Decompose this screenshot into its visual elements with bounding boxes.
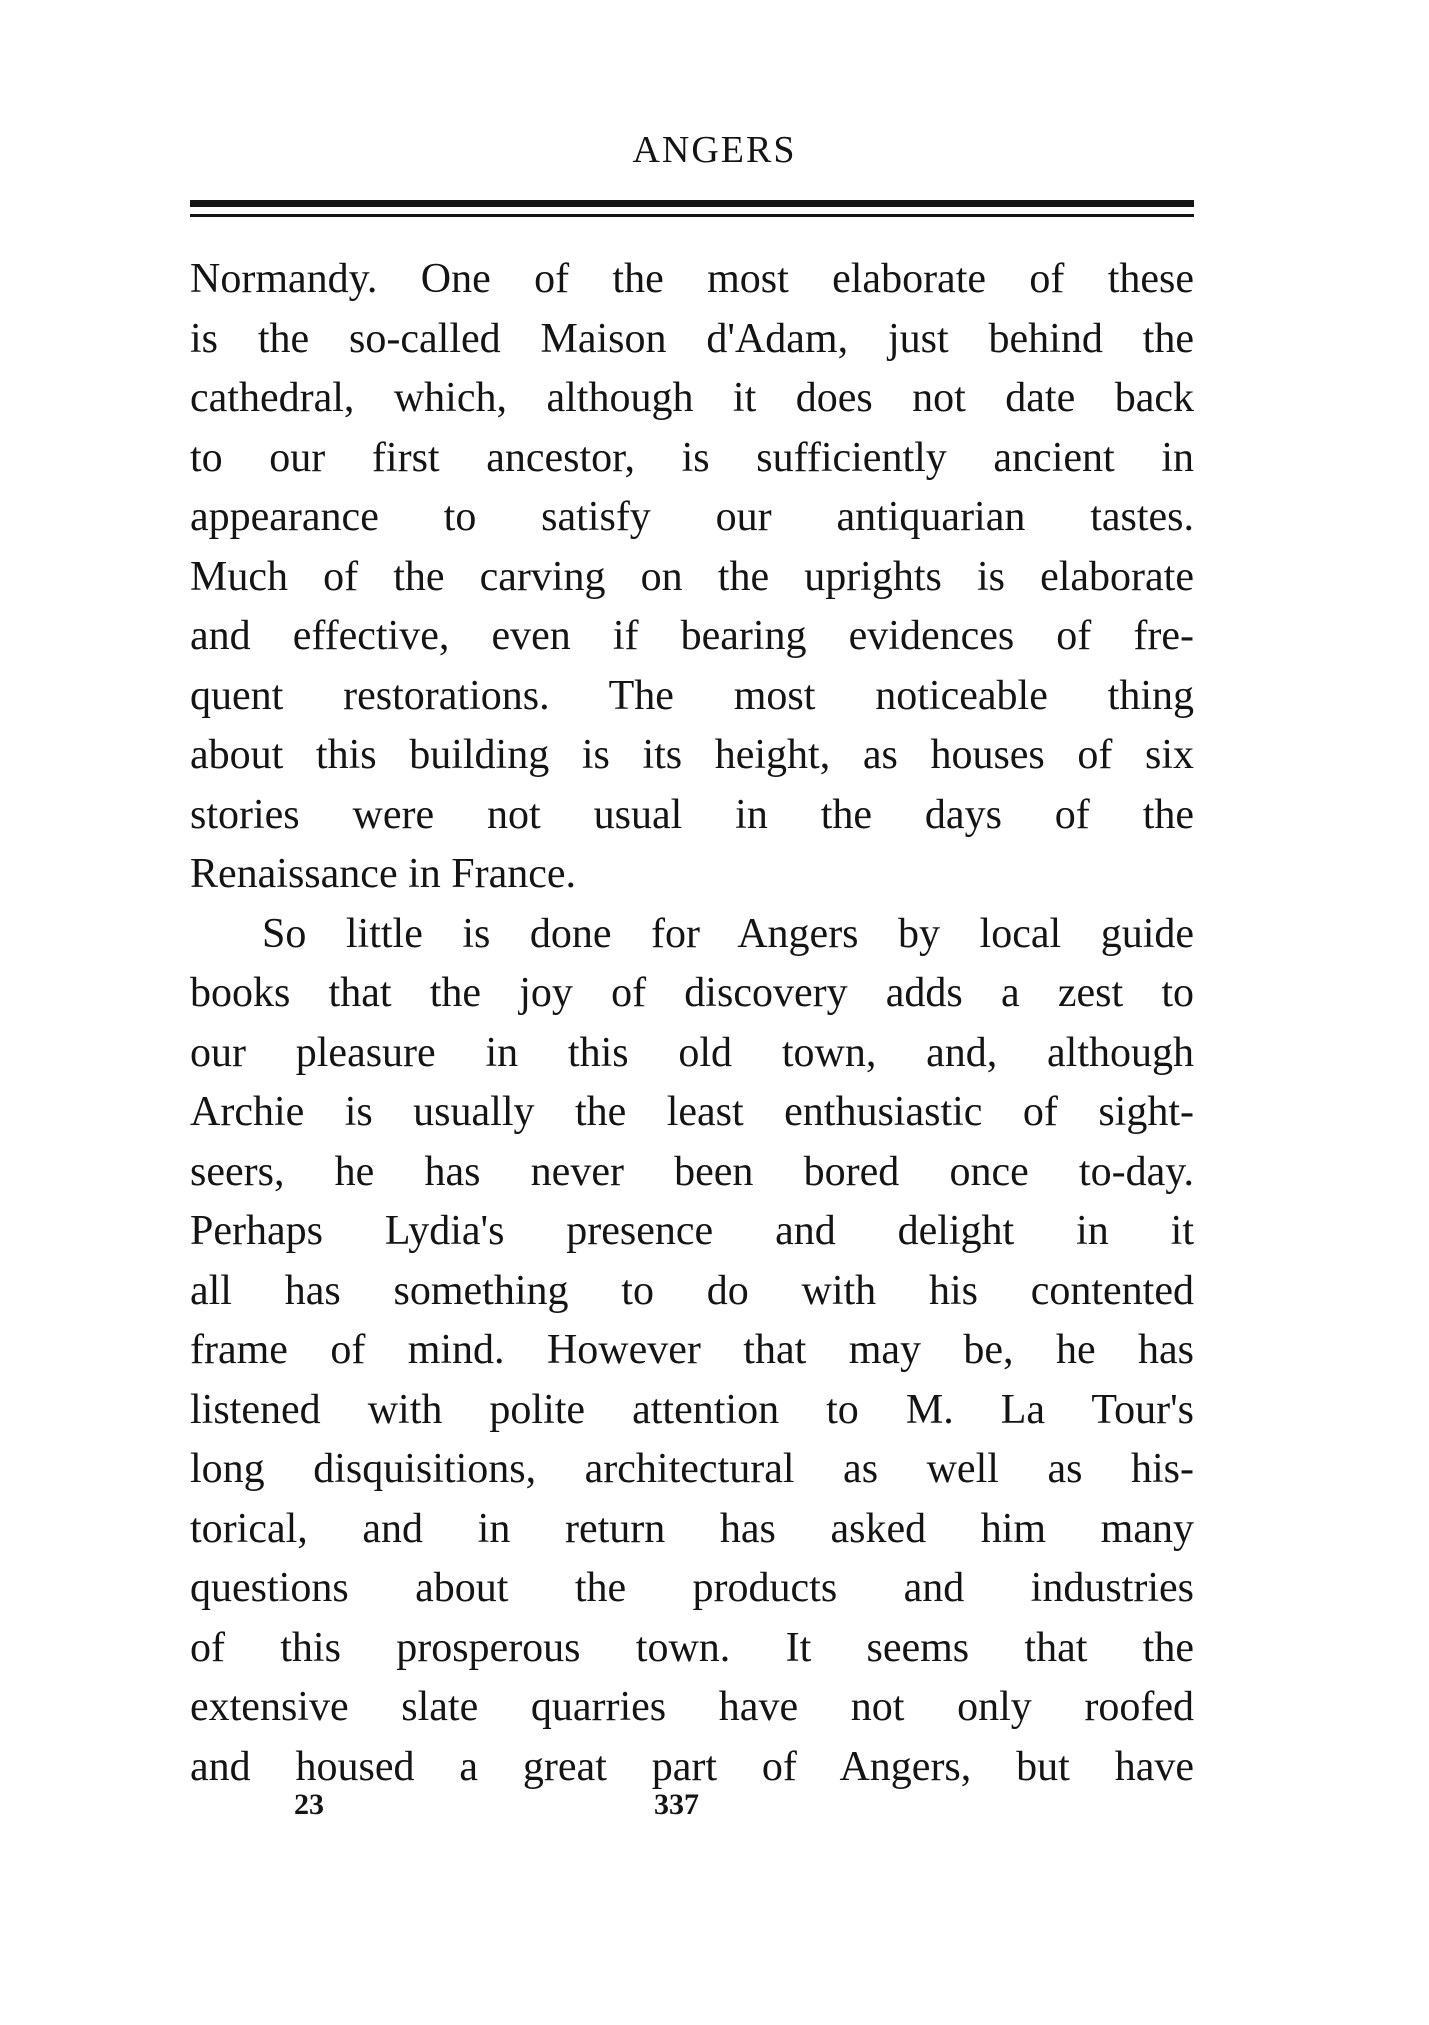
text-line: frame of mind. However that may be, he has — [190, 1327, 1194, 1373]
text-line: torical, and in return has asked him many — [190, 1505, 1194, 1552]
text-line: and effective, even if bearing evidences of fre- — [190, 613, 1194, 659]
text-line: seers, he has never been bored once to-day. — [190, 1148, 1194, 1195]
running-title: ANGERS — [632, 129, 797, 171]
text-line: Renaissance in France. — [190, 851, 577, 897]
text-line: listened with polite attention to M. La Tour's — [190, 1386, 1194, 1433]
text-line: books that the joy of discovery adds a zest to — [190, 970, 1194, 1016]
text-line: of this prosperous town. It seems that the — [190, 1624, 1194, 1671]
text-line: appearance to satisfy our antiquarian tastes. — [190, 494, 1194, 540]
text-line: and housed a great part of Angers, but have — [190, 1743, 1194, 1790]
header-rule-thick — [190, 200, 1194, 207]
text-line: Much of the carving on the uprights is elaborate — [190, 553, 1194, 600]
text-line: our pleasure in this old town, and, although — [190, 1029, 1194, 1076]
text-line: Normandy. One of the most elaborate of these — [190, 256, 1194, 302]
text-line: questions about the products and industries — [190, 1565, 1194, 1611]
text-line: Archie is usually the least enthusiastic of sight- — [190, 1089, 1194, 1135]
text-line: stories were not usual in the days of the — [190, 791, 1194, 838]
signature-mark: 23 — [294, 1788, 324, 1821]
text-line: is the so-called Maison d'Adam, just behind the — [190, 315, 1194, 362]
header-rule-thin — [190, 214, 1194, 217]
text-line: quent restorations. The most noticeable thing — [190, 672, 1194, 719]
text-line: So little is done for Angers by local guide — [262, 910, 1194, 957]
text-line: about this building is its height, as houses of six — [190, 732, 1194, 778]
text-line: extensive slate quarries have not only roofed — [190, 1684, 1194, 1730]
text-line: cathedral, which, although it does not date back — [190, 375, 1194, 421]
text-line: all has something to do with his contented — [190, 1267, 1194, 1314]
page-number: 337 — [654, 1788, 699, 1821]
text-line: Perhaps Lydia's presence and delight in it — [190, 1208, 1194, 1254]
body-text — [190, 250, 1194, 1797]
text-line: to our first ancestor, is sufficiently ancient in — [190, 434, 1194, 481]
text-line: long disquisitions, architectural as well as his- — [190, 1446, 1194, 1492]
